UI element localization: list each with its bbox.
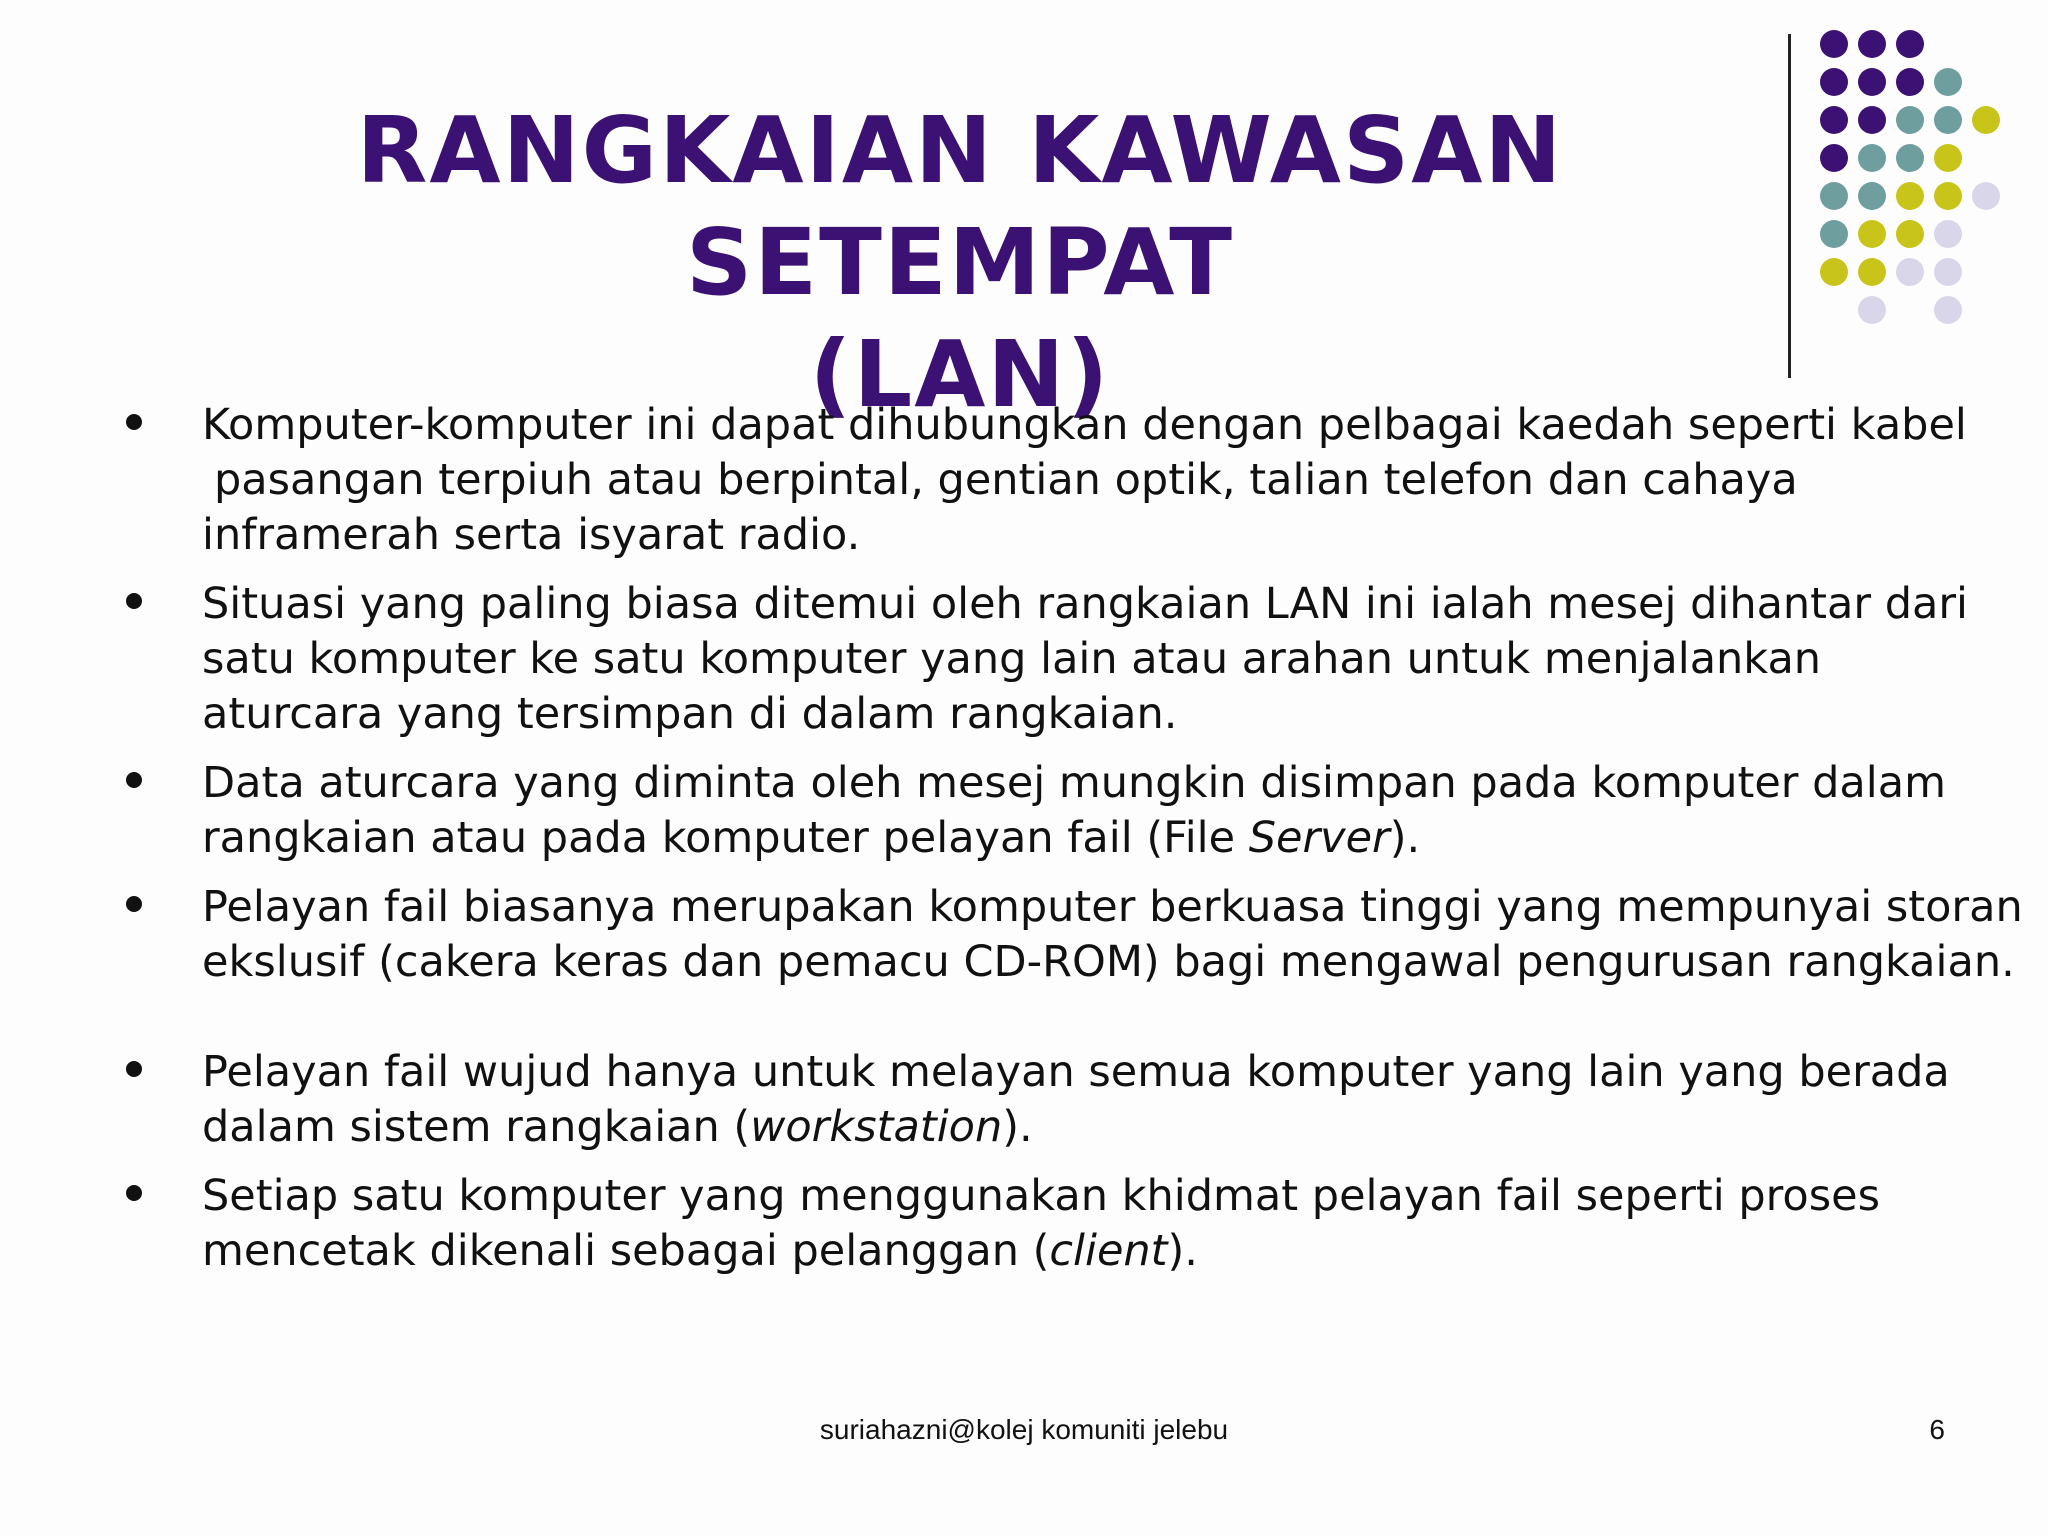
bullet-text-line [202, 1224, 1950, 1279]
bullet-text: Setiap satu komputer yang menggunakan khidmat pelayan fail seperti proses [202, 1171, 1880, 1221]
decorative-dot [1896, 30, 1924, 58]
decorative-dot [1896, 106, 1924, 134]
decorative-dot [1820, 144, 1848, 172]
decorative-dot [1858, 258, 1886, 286]
bullet-item [120, 1169, 1950, 1279]
decorative-dot [1934, 296, 1962, 324]
bullet-marker [126, 593, 142, 609]
bullet-text-italic: Server [1248, 813, 1390, 863]
bullet-text-italic: client [1049, 1226, 1168, 1276]
bullet-text: ). [1002, 1102, 1033, 1152]
decorative-dot [1858, 30, 1886, 58]
decorative-dot [1972, 182, 2000, 210]
decorative-dot [1858, 68, 1886, 96]
decorative-dot [1820, 68, 1848, 96]
bullet-text-italic: workstation [750, 1102, 1003, 1152]
decorative-dot [1934, 68, 1962, 96]
bullet-item [120, 577, 1969, 742]
bullet-text: ekslusif (cakera keras dan pemacu CD-ROM) bagi mengawal pengurusan rangkaian. [202, 937, 2015, 987]
decorative-dot [1896, 144, 1924, 172]
bullet-text: inframerah serta isyarat radio. [202, 510, 861, 560]
bullet-text: Pelayan fail wujud hanya untuk melayan semua komputer yang lain yang berada [202, 1047, 1950, 1097]
decorative-dot [1896, 258, 1924, 286]
decorative-dot [1934, 106, 1962, 134]
decorative-dot [1820, 182, 1848, 210]
bullet-text: rangkaian atau pada komputer pelayan fail (File [202, 813, 1249, 863]
decorative-dot [1858, 296, 1886, 324]
decorative-dot [1820, 106, 1848, 134]
vertical-divider [1788, 34, 1791, 378]
footer-text: suriahazni@kolej komuniti jelebu [819, 1414, 1229, 1445]
bullet-item [120, 880, 2023, 990]
decorative-dot [1934, 144, 1962, 172]
decorative-dot [1934, 182, 1962, 210]
bullet-text: pasangan terpiuh atau berpintal, gentian optik, talian telefon dan cahaya [214, 455, 1798, 505]
decorative-dot [1820, 258, 1848, 286]
decorative-dot [1972, 106, 2000, 134]
title-line-2: (LAN) [809, 321, 1111, 428]
bullet-text: satu komputer ke satu komputer yang lain atau arahan untuk menjalankan [202, 634, 1822, 684]
bullet-text: mencetak dikenali sebagai pelanggan ( [202, 1226, 1050, 1276]
bullet-text: aturcara yang tersimpan di dalam rangkaian. [202, 689, 1178, 739]
decorative-dot [1858, 220, 1886, 248]
bullet-text: Komputer-komputer ini dapat dihubungkan dengan pelbagai kaedah seperti kabel [202, 400, 1967, 450]
decorative-dot [1934, 258, 1962, 286]
slide-title [110, 95, 1810, 431]
bullet-text: Data aturcara yang diminta oleh mesej mungkin disimpan pada komputer dalam [202, 758, 1946, 808]
decorative-dot [1820, 220, 1848, 248]
decorative-dot [1858, 106, 1886, 134]
decorative-dot-grid [1820, 30, 2030, 340]
title-line-1: RANGKAIAN KAWASAN SETEMPAT [356, 97, 1564, 316]
bullet-marker [126, 1061, 142, 1077]
bullet-marker [126, 896, 142, 912]
bullet-text: dalam sistem rangkaian ( [202, 1102, 751, 1152]
bullet-marker [126, 1185, 142, 1201]
decorative-dot [1896, 68, 1924, 96]
decorative-dot [1858, 182, 1886, 210]
bullet-item [120, 398, 1967, 563]
bullet-marker [126, 414, 142, 430]
decorative-dot [1934, 220, 1962, 248]
bullet-item [120, 756, 1950, 866]
bullet-text: ). [1389, 813, 1421, 863]
bullet-text-line [202, 811, 1950, 866]
bullet-item [120, 1045, 1950, 1155]
decorative-dot [1820, 30, 1848, 58]
decorative-dot [1858, 144, 1886, 172]
bullet-marker [126, 772, 142, 788]
decorative-dot [1896, 220, 1924, 248]
bullet-text: Pelayan fail biasanya merupakan komputer berkuasa tinggi yang mempunyai storan [202, 882, 2023, 932]
page-number: 6 [1929, 1414, 1945, 1445]
decorative-dot [1896, 182, 1924, 210]
bullet-list [120, 398, 2023, 1293]
bullet-text-line [202, 1100, 1950, 1155]
bullet-text: ). [1167, 1226, 1198, 1276]
bullet-text: Situasi yang paling biasa ditemui oleh rangkaian LAN ini ialah mesej dihantar dari [202, 579, 1969, 629]
